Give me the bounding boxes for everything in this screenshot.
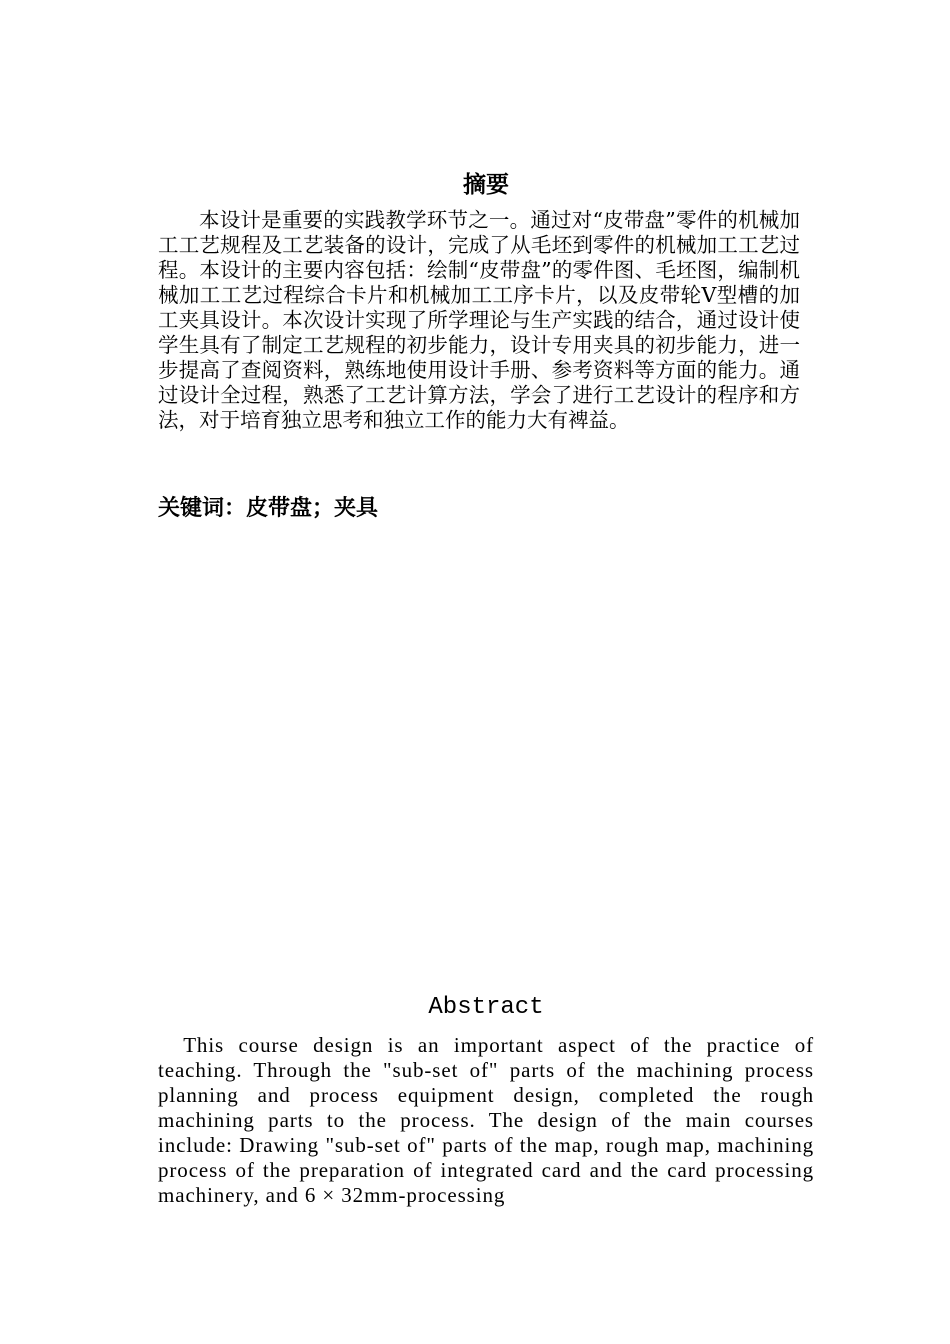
english-abstract-body: This course design is an important aspect of the practice of teaching. Through the "sub-set of" parts of the machining process planning and process equipment design, completed the rough machining parts to the process. The design of the main courses include: Drawing "sub-set of" parts of the map, rough map, machining process of the preparation of integrated card and the card processing machinery, and 6 × 32mm-processing: [158, 1033, 814, 1207]
chinese-abstract-body: 本设计是重要的实践教学环节之一。通过对“皮带盘”零件的机械加工工艺规程及工艺装备的设计，完成了从毛坯到零件的机械加工工艺过程。本设计的主要内容包括：绘制“皮带盘”的零件图、毛坯图，编制机械加工工艺过程综合卡片和机械加工工序卡片，以及皮带轮V型槽的加工夹具设计。本次设计实现了所学理论与生产实践的结合，通过设计使学生具有了制定工艺规程的初步能力，设计专用夹具的初步能力，进一步提高了查阅资料，熟练地使用设计手册、参考资料等方面的能力。通过设计全过程，熟悉了工艺计算方法，学会了进行工艺设计的程序和方法，对于培育独立思考和独立工作的能力大有裨益。: [158, 208, 800, 432]
chinese-abstract-title: 摘要: [463, 172, 509, 198]
english-abstract-title: Abstract: [428, 994, 544, 1021]
chinese-keywords: 关键词：皮带盘；夹具: [158, 496, 379, 521]
